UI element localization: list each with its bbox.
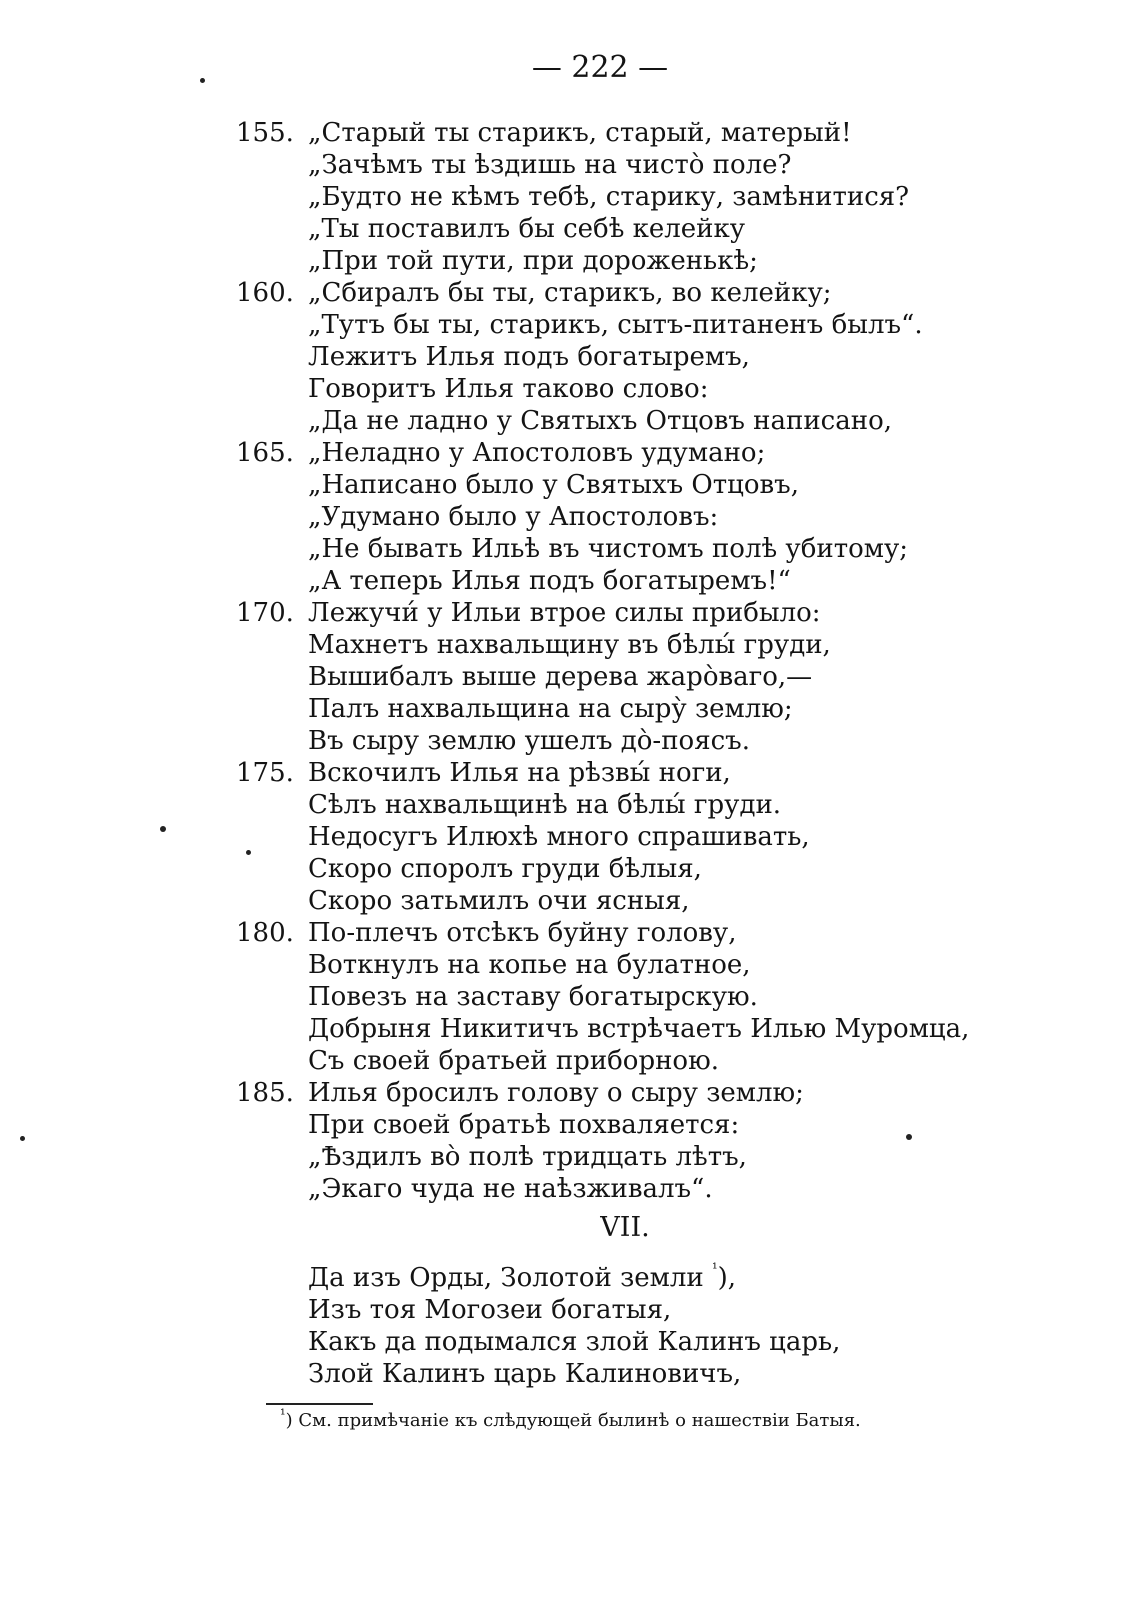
footnote-text: ) См. примѣчаніе къ слѣдующей былинѣ о нашествіи Батыя. xyxy=(285,1410,861,1431)
footnote-divider xyxy=(266,1403,373,1405)
verse-text: „Зачѣмъ ты ѣздишь на чисто̀ поле? xyxy=(308,150,792,180)
verse-text: Вскочилъ Илья на рѣзвы́ ноги, xyxy=(308,758,731,788)
verse-line xyxy=(236,725,916,757)
verse-text: Въ сыру землю ушелъ до̀-поясъ. xyxy=(308,726,750,756)
verse-line xyxy=(308,1262,868,1294)
verse-text: Махнетъ нахвальщину въ бѣлы́ груди, xyxy=(308,630,831,660)
verse-line xyxy=(236,309,923,341)
line-number: 160. xyxy=(236,278,294,308)
verse-text: Недосугъ Илюхѣ много спрашивать, xyxy=(308,822,810,852)
verse-text: „Ѣздилъ во̀ полѣ тридцать лѣтъ, xyxy=(308,1142,747,1172)
verse-line xyxy=(236,277,916,309)
line-number: 175. xyxy=(236,758,294,788)
verse-text: „Тутъ бы ты, старикъ, сытъ-питаненъ былъ“. xyxy=(308,310,923,340)
verse-line xyxy=(236,629,916,661)
verse-text: „Удумано было у Апостоловъ: xyxy=(308,502,719,532)
verse-text: „Будто не кѣмъ тебѣ, старику, замѣнитися? xyxy=(308,182,910,212)
verse-line xyxy=(236,693,916,725)
section-stanza xyxy=(308,1262,868,1390)
verse-line xyxy=(308,1326,868,1358)
verse-line xyxy=(236,1045,916,1077)
verse-text: Лежитъ Илья подъ богатыремъ, xyxy=(308,342,750,372)
verse-line xyxy=(236,1141,916,1173)
verse-line xyxy=(236,373,916,405)
scan-speck xyxy=(20,1136,25,1141)
verse-line xyxy=(236,565,916,597)
verse-text: „А теперь Илья подъ богатыремъ!“ xyxy=(308,566,791,596)
verse-text: По-плечъ отсѣкъ буйну голову, xyxy=(308,918,737,948)
verse-line xyxy=(236,533,916,565)
verse-text: Лежучи́ у Ильи втрое силы прибыло: xyxy=(308,598,821,628)
verse-line xyxy=(236,757,916,789)
verse-text: Палъ нахвальщина на сыру̀ землю; xyxy=(308,694,793,724)
scan-speck xyxy=(906,1134,912,1140)
verse-line xyxy=(236,1173,916,1205)
line-number: 165. xyxy=(236,438,294,468)
scan-speck xyxy=(200,78,205,83)
scan-speck xyxy=(160,826,166,832)
verse-line xyxy=(236,1109,916,1141)
verse-text: Добрыня Никитичъ встрѣчаетъ Илью Муромца, xyxy=(308,1014,970,1044)
verse-line xyxy=(308,1294,868,1326)
verse-line xyxy=(236,885,916,917)
verse-line xyxy=(236,469,916,501)
footnote-marker: ¹ xyxy=(280,1407,286,1423)
verse-text: „Написано было у Святыхъ Отцовъ, xyxy=(308,470,799,500)
verse-line xyxy=(236,117,916,149)
verse-line xyxy=(236,1077,916,1109)
verse-text: Какъ да подымался злой Калинъ царь, xyxy=(308,1327,841,1357)
verse-text: Скоро споролъ груди бѣлыя, xyxy=(308,854,702,884)
verse-line xyxy=(236,949,916,981)
verse-line xyxy=(236,213,916,245)
verse-text: „Экаго чуда не наѣзживалъ“. xyxy=(308,1174,713,1204)
page-number: — 222 — xyxy=(531,50,669,85)
verse-text: Изъ тоя Могозеи богатыя, xyxy=(308,1295,672,1325)
verse-text: Илья бросилъ голову о сыру землю; xyxy=(308,1078,804,1108)
verse-line xyxy=(236,661,916,693)
verse-line xyxy=(236,149,916,181)
footnote-reference: ¹ xyxy=(711,1261,718,1277)
verse-text: „Старый ты старикъ, старый, матерый! xyxy=(308,118,852,148)
line-number: 185. xyxy=(236,1078,294,1108)
line-number: 180. xyxy=(236,918,294,948)
verse-text: „Сбиралъ бы ты, старикъ, во келейку; xyxy=(308,278,832,308)
verse-text: Сѣлъ нахвальщинѣ на бѣлы́ груди. xyxy=(308,790,782,820)
verse-line xyxy=(236,789,916,821)
verse-line xyxy=(236,597,916,629)
section-heading: VII. xyxy=(600,1212,650,1243)
verse-line xyxy=(236,1013,970,1045)
line-number: 170. xyxy=(236,598,294,628)
verse-line xyxy=(308,1358,868,1390)
verse-line xyxy=(236,405,916,437)
verse-text: „Неладно у Апостоловъ удумано; xyxy=(308,438,766,468)
verse-line xyxy=(236,437,916,469)
poem-body xyxy=(236,117,970,1205)
verse-line xyxy=(236,501,916,533)
verse-line xyxy=(236,981,916,1013)
verse-line xyxy=(236,245,916,277)
verse-line xyxy=(236,917,916,949)
verse-text: „Да не ладно у Святыхъ Отцовъ написано, xyxy=(308,406,892,436)
verse-line xyxy=(236,821,916,853)
verse-text: Повезъ на заставу богатырскую. xyxy=(308,982,758,1012)
verse-text: Вышибалъ выше дерева жаро̀ваго,— xyxy=(308,662,813,692)
verse-text: Говоритъ Илья таково слово: xyxy=(308,374,709,404)
verse-text-tail: ), xyxy=(717,1263,737,1293)
verse-text: Съ своей братьей приборною. xyxy=(308,1046,719,1076)
scan-speck xyxy=(246,850,251,855)
verse-line xyxy=(236,341,916,373)
footnote xyxy=(280,1408,920,1434)
verse-text: Злой Калинъ царь Калиновичъ, xyxy=(308,1359,742,1389)
line-number: 155. xyxy=(236,118,294,148)
verse-line xyxy=(236,853,916,885)
verse-text: Воткнулъ на копье на булатное, xyxy=(308,950,751,980)
verse-text: При своей братьѣ похваляется: xyxy=(308,1110,740,1140)
verse-text: „При той пути, при дороженькѣ; xyxy=(308,246,758,276)
verse-text: Скоро затьмилъ очи ясныя, xyxy=(308,886,690,916)
verse-text: „Не бывать Ильѣ въ чистомъ полѣ убитому; xyxy=(308,534,909,564)
verse-text: Да изъ Орды, Золотой земли xyxy=(308,1263,704,1293)
verse-line xyxy=(236,181,916,213)
verse-text: „Ты поставилъ бы себѣ келейку xyxy=(308,214,746,244)
